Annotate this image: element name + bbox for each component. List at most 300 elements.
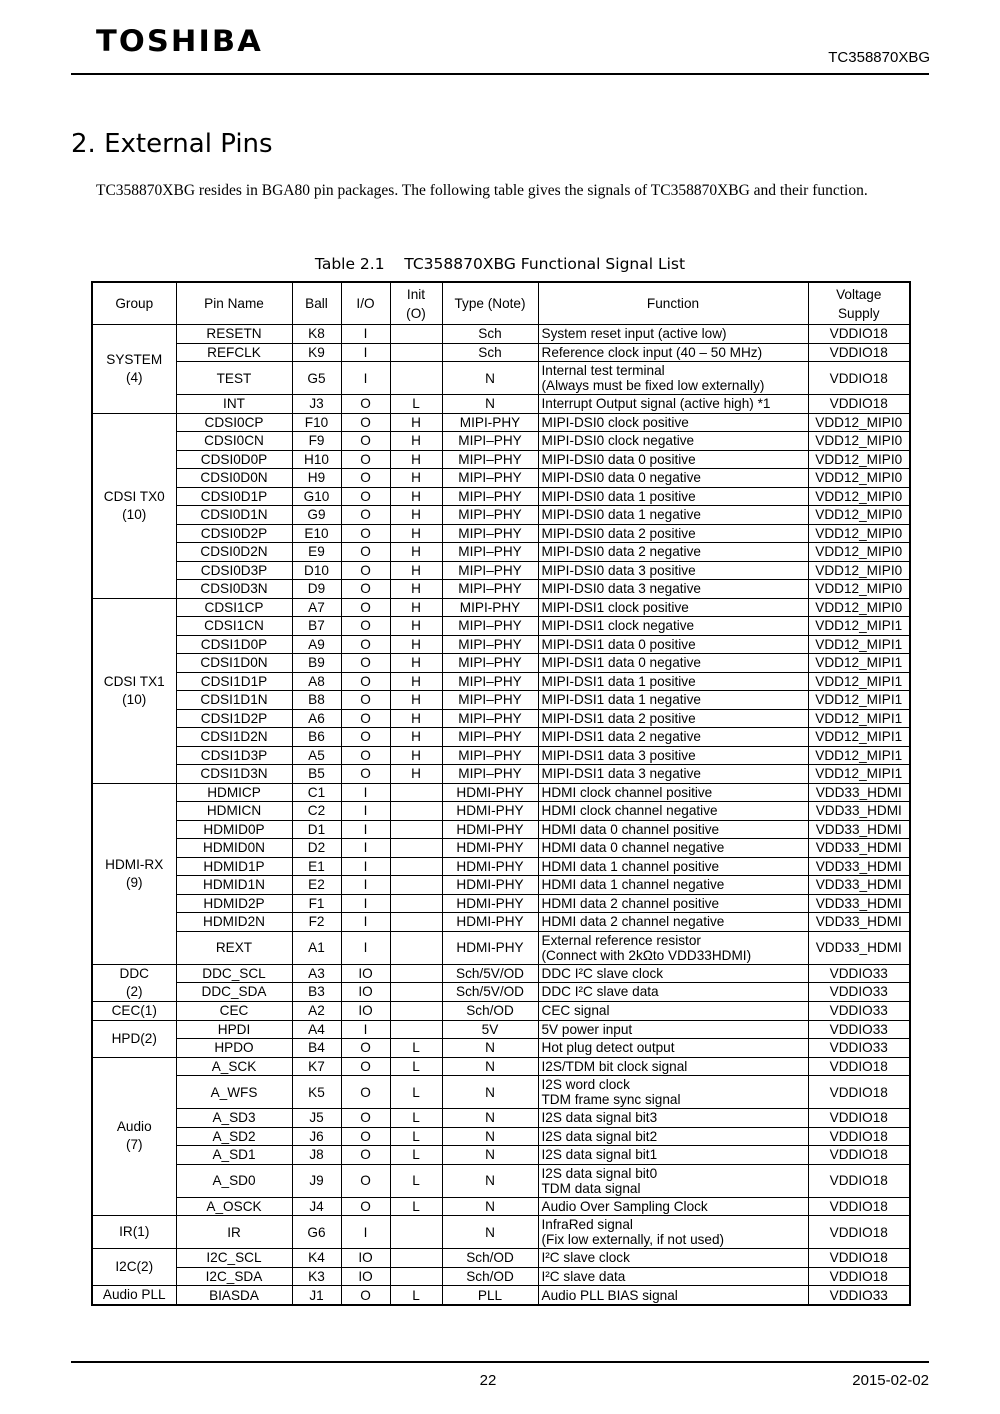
type-cell: N — [442, 1109, 538, 1128]
table-row — [92, 325, 910, 344]
table-row — [92, 765, 910, 784]
pin-name-cell: CDSI1D0P — [176, 635, 292, 654]
pin-name-cell: CDSI1D2P — [176, 709, 292, 728]
pin-name-cell: CDSI1D0N — [176, 654, 292, 673]
io-cell: O — [341, 746, 390, 765]
io-cell: I — [341, 876, 390, 895]
io-cell: O — [341, 709, 390, 728]
io-cell: O — [341, 1076, 390, 1109]
init-cell — [390, 820, 442, 839]
group-cell: HDMI-RX (9) — [92, 783, 176, 964]
type-cell: MIPI–PHY — [442, 450, 538, 469]
table-row — [92, 617, 910, 636]
init-cell: H — [390, 413, 442, 432]
column-header-voltage-supply: Voltage Supply — [808, 282, 910, 325]
pin-name-cell: CDSI0D1N — [176, 506, 292, 525]
table-row — [92, 1267, 910, 1286]
init-cell — [390, 1249, 442, 1268]
supply-cell: VDDIO18 — [808, 362, 910, 395]
type-cell: MIPI–PHY — [442, 580, 538, 599]
type-cell: HDMI-PHY — [442, 931, 538, 964]
init-cell: H — [390, 432, 442, 451]
pin-name-cell: CDSI1D3N — [176, 765, 292, 784]
ball-cell: B6 — [292, 728, 341, 747]
table-row — [92, 1127, 910, 1146]
ball-cell: D1 — [292, 820, 341, 839]
io-cell: O — [341, 1164, 390, 1197]
ball-cell: C1 — [292, 783, 341, 802]
table-row — [92, 543, 910, 562]
ball-cell: E10 — [292, 524, 341, 543]
pin-name-cell: A_OSCK — [176, 1197, 292, 1216]
group-cell: I2C(2) — [92, 1249, 176, 1286]
ball-cell: A7 — [292, 598, 341, 617]
ball-cell: A3 — [292, 964, 341, 983]
ball-cell: E2 — [292, 876, 341, 895]
io-cell: I — [341, 820, 390, 839]
function-cell: MIPI-DSI0 data 3 positive — [538, 561, 808, 580]
header-part-number: TC358870XBG — [828, 49, 930, 66]
ball-cell: B3 — [292, 983, 341, 1002]
pin-name-cell: HPDI — [176, 1020, 292, 1039]
table-row — [92, 728, 910, 747]
pin-name-cell: CDSI1CN — [176, 617, 292, 636]
pin-name-cell: IR — [176, 1216, 292, 1249]
supply-cell: VDD12_MIPI0 — [808, 524, 910, 543]
table-row — [92, 1249, 910, 1268]
supply-cell: VDDIO33 — [808, 964, 910, 983]
io-cell: I — [341, 894, 390, 913]
init-cell — [390, 802, 442, 821]
section-intro: TC358870XBG resides in BGA80 pin packages. The following table gives the signals of TC358870XBG and their function. — [96, 182, 868, 199]
function-cell: HDMI clock channel positive — [538, 783, 808, 802]
section-heading: 2. External Pins — [71, 129, 273, 159]
io-cell: O — [341, 691, 390, 710]
type-cell: N — [442, 1197, 538, 1216]
init-cell: L — [390, 1197, 442, 1216]
table-row — [92, 1286, 910, 1306]
init-cell: L — [390, 1127, 442, 1146]
supply-cell: VDD12_MIPI1 — [808, 709, 910, 728]
function-cell: HDMI data 2 channel positive — [538, 894, 808, 913]
table-row — [92, 524, 910, 543]
supply-cell: VDD12_MIPI0 — [808, 413, 910, 432]
ball-cell: J9 — [292, 1164, 341, 1197]
ball-cell: F9 — [292, 432, 341, 451]
ball-cell: G5 — [292, 362, 341, 395]
table-row — [92, 598, 910, 617]
ball-cell: K3 — [292, 1267, 341, 1286]
function-cell: MIPI-DSI0 data 2 positive — [538, 524, 808, 543]
supply-cell: VDD12_MIPI1 — [808, 635, 910, 654]
ball-cell: F2 — [292, 913, 341, 932]
pin-name-cell: BIASDA — [176, 1286, 292, 1306]
init-cell — [390, 964, 442, 983]
type-cell: HDMI-PHY — [442, 894, 538, 913]
function-cell: Audio Over Sampling Clock — [538, 1197, 808, 1216]
function-cell: MIPI-DSI1 data 3 positive — [538, 746, 808, 765]
io-cell: I — [341, 1020, 390, 1039]
type-cell: Sch — [442, 325, 538, 344]
type-cell: MIPI–PHY — [442, 709, 538, 728]
table-row — [92, 1146, 910, 1165]
io-cell: I — [341, 343, 390, 362]
io-cell: IO — [341, 1001, 390, 1020]
company-logo: TOSHIBA — [96, 24, 263, 58]
init-cell: L — [390, 1076, 442, 1109]
function-cell: MIPI-DSI1 data 0 positive — [538, 635, 808, 654]
io-cell: I — [341, 839, 390, 858]
init-cell: H — [390, 635, 442, 654]
supply-cell: VDD12_MIPI1 — [808, 691, 910, 710]
ball-cell: G9 — [292, 506, 341, 525]
function-cell: HDMI data 0 channel negative — [538, 839, 808, 858]
header-rule — [71, 73, 929, 75]
init-cell — [390, 1267, 442, 1286]
init-cell — [390, 913, 442, 932]
ball-cell: G6 — [292, 1216, 341, 1249]
type-cell: N — [442, 1164, 538, 1197]
supply-cell: VDDIO33 — [808, 1286, 910, 1306]
ball-cell: A2 — [292, 1001, 341, 1020]
function-cell: System reset input (active low) — [538, 325, 808, 344]
pin-name-cell: A_SCK — [176, 1057, 292, 1076]
table-row — [92, 1197, 910, 1216]
column-header-type: Type (Note) — [442, 282, 538, 325]
pin-name-cell: CDSI0D3N — [176, 580, 292, 599]
pin-name-cell: REXT — [176, 931, 292, 964]
group-cell: DDC (2) — [92, 964, 176, 1001]
table-row — [92, 362, 910, 395]
function-cell: MIPI-DSI0 clock negative — [538, 432, 808, 451]
ball-cell: D2 — [292, 839, 341, 858]
type-cell: Sch/OD — [442, 1001, 538, 1020]
table-row — [92, 964, 910, 983]
ball-cell: D10 — [292, 561, 341, 580]
init-cell: H — [390, 524, 442, 543]
function-cell: HDMI data 2 channel negative — [538, 913, 808, 932]
io-cell: O — [341, 524, 390, 543]
table-row — [92, 654, 910, 673]
io-cell: I — [341, 913, 390, 932]
ball-cell: D9 — [292, 580, 341, 599]
supply-cell: VDDIO18 — [808, 395, 910, 414]
init-cell: H — [390, 506, 442, 525]
io-cell: O — [341, 432, 390, 451]
io-cell: IO — [341, 1249, 390, 1268]
init-cell — [390, 1020, 442, 1039]
supply-cell: VDDIO33 — [808, 1039, 910, 1058]
table-row — [92, 839, 910, 858]
init-cell: L — [390, 1164, 442, 1197]
column-header-io: I/O — [341, 282, 390, 325]
io-cell: O — [341, 635, 390, 654]
pin-name-cell: DDC_SCL — [176, 964, 292, 983]
init-cell: L — [390, 1286, 442, 1306]
io-cell: O — [341, 654, 390, 673]
type-cell: PLL — [442, 1286, 538, 1306]
init-cell: H — [390, 469, 442, 488]
supply-cell: VDD12_MIPI1 — [808, 765, 910, 784]
pin-name-cell: CDSI1D1P — [176, 672, 292, 691]
io-cell: O — [341, 450, 390, 469]
function-cell: I²C slave data — [538, 1267, 808, 1286]
supply-cell: VDD12_MIPI0 — [808, 450, 910, 469]
function-cell: 5V power input — [538, 1020, 808, 1039]
supply-cell: VDD12_MIPI1 — [808, 654, 910, 673]
ball-cell: A1 — [292, 931, 341, 964]
supply-cell: VDD12_MIPI0 — [808, 432, 910, 451]
init-cell: H — [390, 672, 442, 691]
group-cell: IR(1) — [92, 1216, 176, 1249]
ball-cell: F10 — [292, 413, 341, 432]
supply-cell: VDDIO18 — [808, 1146, 910, 1165]
ball-cell: K7 — [292, 1057, 341, 1076]
ball-cell: K4 — [292, 1249, 341, 1268]
column-header-pin-name: Pin Name — [176, 282, 292, 325]
table-row — [92, 691, 910, 710]
supply-cell: VDD12_MIPI1 — [808, 672, 910, 691]
ball-cell: A8 — [292, 672, 341, 691]
init-cell: L — [390, 395, 442, 414]
table-row — [92, 746, 910, 765]
supply-cell: VDD12_MIPI0 — [808, 469, 910, 488]
io-cell: O — [341, 1146, 390, 1165]
table-row — [92, 876, 910, 895]
pin-name-cell: CDSI0D3P — [176, 561, 292, 580]
supply-cell: VDDIO18 — [808, 1197, 910, 1216]
pin-name-cell: CDSI0D0P — [176, 450, 292, 469]
ball-cell: E9 — [292, 543, 341, 562]
ball-cell: B7 — [292, 617, 341, 636]
init-cell — [390, 839, 442, 858]
table-row — [92, 783, 910, 802]
function-cell: MIPI-DSI0 data 0 negative — [538, 469, 808, 488]
pin-name-cell: RESETN — [176, 325, 292, 344]
pin-name-cell: CDSI0D0N — [176, 469, 292, 488]
type-cell: Sch/5V/OD — [442, 964, 538, 983]
function-cell: MIPI-DSI0 data 0 positive — [538, 450, 808, 469]
ball-cell: B4 — [292, 1039, 341, 1058]
io-cell: I — [341, 802, 390, 821]
io-cell: O — [341, 395, 390, 414]
function-cell: I2S data signal bit2 — [538, 1127, 808, 1146]
signal-table — [91, 281, 911, 1306]
ball-cell: K9 — [292, 343, 341, 362]
io-cell: O — [341, 1109, 390, 1128]
table-row — [92, 635, 910, 654]
type-cell: MIPI–PHY — [442, 691, 538, 710]
init-cell: L — [390, 1146, 442, 1165]
pin-name-cell: A_SD0 — [176, 1164, 292, 1197]
table-row — [92, 931, 910, 964]
init-cell — [390, 983, 442, 1002]
pin-name-cell: HPDO — [176, 1039, 292, 1058]
type-cell: Sch/5V/OD — [442, 983, 538, 1002]
init-cell: H — [390, 543, 442, 562]
init-cell — [390, 931, 442, 964]
ball-cell: F1 — [292, 894, 341, 913]
table-row — [92, 672, 910, 691]
ball-cell: A4 — [292, 1020, 341, 1039]
io-cell: O — [341, 561, 390, 580]
supply-cell: VDDIO18 — [808, 1076, 910, 1109]
io-cell: O — [341, 617, 390, 636]
pin-name-cell: INT — [176, 395, 292, 414]
group-cell: Audio (7) — [92, 1057, 176, 1216]
pin-name-cell: CDSI1D1N — [176, 691, 292, 710]
type-cell: N — [442, 1216, 538, 1249]
pin-name-cell: I2C_SCL — [176, 1249, 292, 1268]
io-cell: IO — [341, 1267, 390, 1286]
function-cell: MIPI-DSI1 data 1 positive — [538, 672, 808, 691]
ball-cell: G10 — [292, 487, 341, 506]
supply-cell: VDD12_MIPI0 — [808, 561, 910, 580]
init-cell: H — [390, 709, 442, 728]
supply-cell: VDDIO18 — [808, 1057, 910, 1076]
type-cell: HDMI-PHY — [442, 913, 538, 932]
column-header-init: Init (O) — [390, 282, 442, 325]
table-row — [92, 913, 910, 932]
supply-cell: VDD12_MIPI0 — [808, 487, 910, 506]
table-row — [92, 450, 910, 469]
io-cell: O — [341, 728, 390, 747]
type-cell: MIPI–PHY — [442, 487, 538, 506]
io-cell: O — [341, 598, 390, 617]
table-row — [92, 469, 910, 488]
ball-cell: J1 — [292, 1286, 341, 1306]
table-row — [92, 1109, 910, 1128]
function-cell: CEC signal — [538, 1001, 808, 1020]
pin-name-cell: CDSI0D1P — [176, 487, 292, 506]
ball-cell: K5 — [292, 1076, 341, 1109]
pin-name-cell: I2C_SDA — [176, 1267, 292, 1286]
type-cell: N — [442, 1057, 538, 1076]
init-cell — [390, 1001, 442, 1020]
pin-name-cell: HDMICN — [176, 802, 292, 821]
pin-name-cell: CDSI0CN — [176, 432, 292, 451]
ball-cell: J5 — [292, 1109, 341, 1128]
init-cell — [390, 894, 442, 913]
ball-cell: J8 — [292, 1146, 341, 1165]
function-cell: MIPI-DSI0 data 1 positive — [538, 487, 808, 506]
supply-cell: VDDIO18 — [808, 1127, 910, 1146]
io-cell: O — [341, 413, 390, 432]
pin-name-cell: HDMID2N — [176, 913, 292, 932]
supply-cell: VDDIO18 — [808, 1216, 910, 1249]
init-cell — [390, 876, 442, 895]
supply-cell: VDD33_HDMI — [808, 857, 910, 876]
function-cell: I2S data signal bit1 — [538, 1146, 808, 1165]
io-cell: O — [341, 1039, 390, 1058]
pin-name-cell: DDC_SDA — [176, 983, 292, 1002]
group-cell: CDSI TX0 (10) — [92, 413, 176, 598]
init-cell: H — [390, 487, 442, 506]
type-cell: HDMI-PHY — [442, 820, 538, 839]
pin-name-cell: HDMID0P — [176, 820, 292, 839]
io-cell: O — [341, 487, 390, 506]
ball-cell: A5 — [292, 746, 341, 765]
pin-name-cell: A_WFS — [176, 1076, 292, 1109]
ball-cell: J4 — [292, 1197, 341, 1216]
supply-cell: VDD12_MIPI1 — [808, 746, 910, 765]
type-cell: MIPI-PHY — [442, 598, 538, 617]
type-cell: MIPI–PHY — [442, 635, 538, 654]
table-row — [92, 1216, 910, 1249]
table-row — [92, 343, 910, 362]
init-cell: H — [390, 561, 442, 580]
group-cell: Audio PLL — [92, 1286, 176, 1306]
pin-name-cell: A_SD2 — [176, 1127, 292, 1146]
function-cell: HDMI clock channel negative — [538, 802, 808, 821]
supply-cell: VDD33_HDMI — [808, 839, 910, 858]
type-cell: MIPI–PHY — [442, 765, 538, 784]
group-cell: CDSI TX1 (10) — [92, 598, 176, 783]
type-cell: HDMI-PHY — [442, 857, 538, 876]
supply-cell: VDDIO18 — [808, 343, 910, 362]
function-cell: I2S word clock TDM frame sync signal — [538, 1076, 808, 1109]
function-cell: External reference resistor (Connect with 2kΩto VDD33HDMI) — [538, 931, 808, 964]
page-number: 22 — [479, 1372, 497, 1389]
pin-name-cell: CDSI0D2N — [176, 543, 292, 562]
function-cell: Hot plug detect output — [538, 1039, 808, 1058]
init-cell: H — [390, 691, 442, 710]
init-cell — [390, 857, 442, 876]
io-cell: I — [341, 931, 390, 964]
init-cell — [390, 343, 442, 362]
pin-name-cell: HDMID1P — [176, 857, 292, 876]
supply-cell: VDD12_MIPI0 — [808, 506, 910, 525]
supply-cell: VDDIO33 — [808, 983, 910, 1002]
function-cell: MIPI-DSI1 data 2 negative — [538, 728, 808, 747]
pin-name-cell: CDSI0D2P — [176, 524, 292, 543]
function-cell: DDC I²C slave data — [538, 983, 808, 1002]
table-row — [92, 1001, 910, 1020]
io-cell: O — [341, 1286, 390, 1306]
function-cell: Interrupt Output signal (active high) *1 — [538, 395, 808, 414]
function-cell: MIPI-DSI1 data 2 positive — [538, 709, 808, 728]
supply-cell: VDDIO18 — [808, 1109, 910, 1128]
type-cell: MIPI–PHY — [442, 561, 538, 580]
table-row — [92, 1020, 910, 1039]
init-cell — [390, 1216, 442, 1249]
pin-name-cell: CDSI1CP — [176, 598, 292, 617]
table-row — [92, 395, 910, 414]
io-cell: O — [341, 469, 390, 488]
type-cell: HDMI-PHY — [442, 839, 538, 858]
ball-cell: B5 — [292, 765, 341, 784]
supply-cell: VDDIO33 — [808, 1020, 910, 1039]
function-cell: HDMI data 1 channel negative — [538, 876, 808, 895]
ball-cell: B9 — [292, 654, 341, 673]
table-row — [92, 983, 910, 1002]
function-cell: HDMI data 1 channel positive — [538, 857, 808, 876]
init-cell: H — [390, 580, 442, 599]
init-cell: L — [390, 1039, 442, 1058]
io-cell: O — [341, 506, 390, 525]
type-cell: MIPI–PHY — [442, 432, 538, 451]
ball-cell: B8 — [292, 691, 341, 710]
function-cell: I2S data signal bit0 TDM data signal — [538, 1164, 808, 1197]
type-cell: N — [442, 1127, 538, 1146]
io-cell: O — [341, 672, 390, 691]
init-cell — [390, 325, 442, 344]
table-row — [92, 413, 910, 432]
pin-name-cell: HDMID2P — [176, 894, 292, 913]
table-row — [92, 802, 910, 821]
type-cell: N — [442, 1039, 538, 1058]
ball-cell: H10 — [292, 450, 341, 469]
